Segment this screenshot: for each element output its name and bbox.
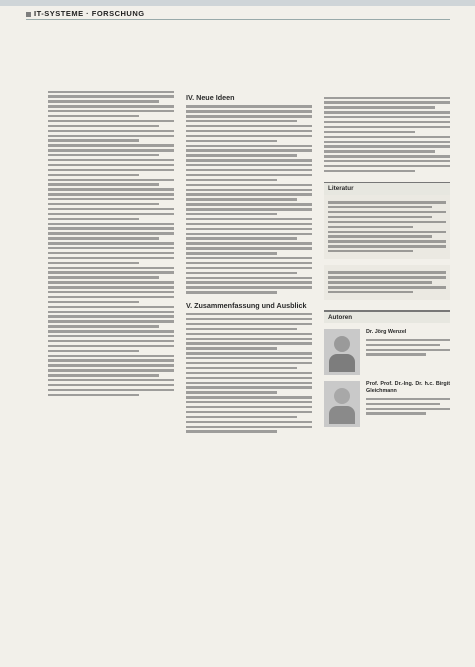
column-3 xyxy=(324,94,450,433)
author-name: Dr. Jörg Wenzel xyxy=(366,329,407,336)
header-rule xyxy=(26,19,450,20)
author-bio xyxy=(366,381,450,417)
page-footer xyxy=(26,646,450,654)
section-heading: IV. Neue Ideen xyxy=(186,93,235,102)
column-1 xyxy=(48,88,174,399)
author-1 xyxy=(324,329,450,375)
literature-list xyxy=(328,201,446,252)
section-marker-icon xyxy=(26,12,31,17)
header-bar xyxy=(0,0,475,6)
literature-box xyxy=(324,195,450,259)
literature-title: Literatur xyxy=(324,182,450,194)
publication-text xyxy=(328,271,446,293)
author-2 xyxy=(324,381,450,427)
authors-section xyxy=(324,310,450,427)
body-text-block xyxy=(324,97,450,173)
author-photo xyxy=(324,329,360,375)
author-bio xyxy=(366,329,450,358)
body-text-block xyxy=(48,91,174,397)
running-header: IT-SYSTEME · FORSCHUNG xyxy=(26,9,145,18)
author-photo xyxy=(324,381,360,427)
authors-title: Autoren xyxy=(324,311,450,323)
body-text-block xyxy=(186,313,312,433)
body-text-block xyxy=(186,105,312,293)
section-heading: V. Zusammenfassung und Ausblick xyxy=(186,300,307,310)
author-name: Prof. Prof. Dr.-Ing. Dr. h.c. Birgit Gleichmann xyxy=(366,381,450,395)
column-2 xyxy=(186,94,312,435)
publication-box xyxy=(324,265,450,300)
